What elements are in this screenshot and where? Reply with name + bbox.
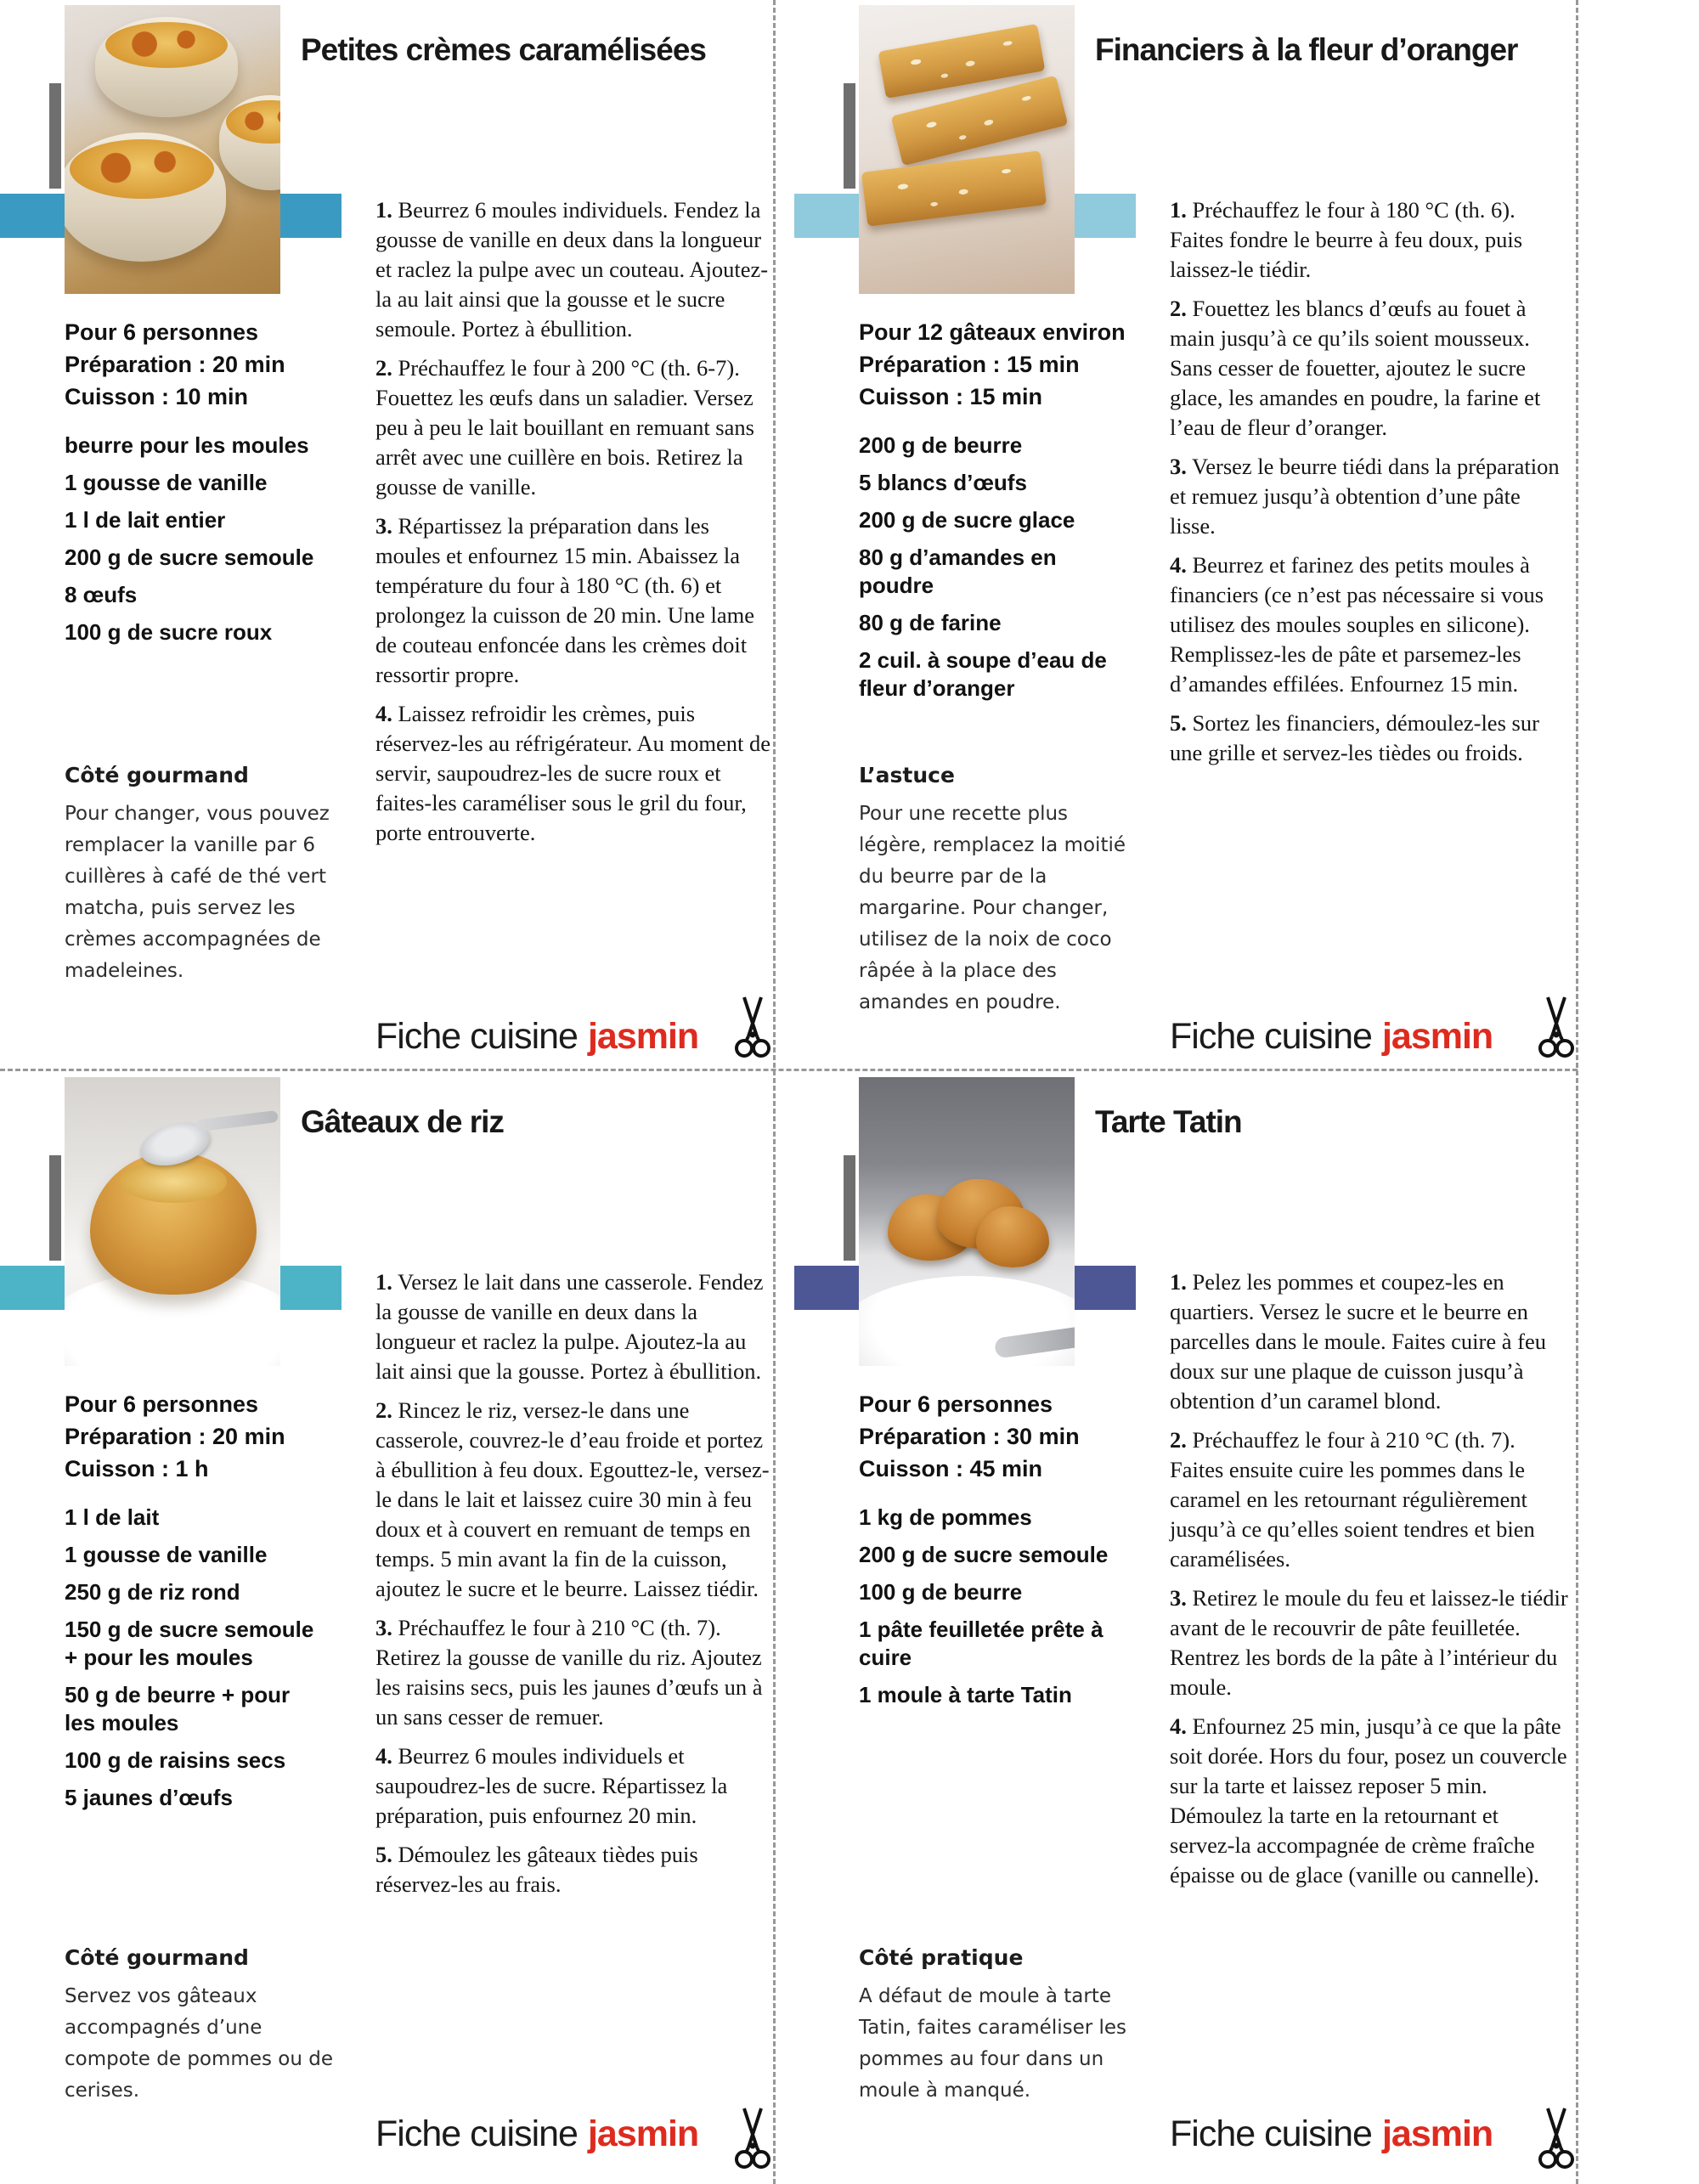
step-text: Préchauffez le four à 210 °C (th. 7). Retirez la gousse de vanille du riz. Ajoutez les raisins secs, puis les jaunes d’œufs un à un sans cesser de remuer. bbox=[375, 1615, 763, 1730]
footer-brand: jasmin bbox=[587, 2113, 699, 2154]
financiers-photo bbox=[859, 5, 1075, 294]
recipe-step bbox=[1170, 1712, 1569, 1890]
step-number: 3. bbox=[375, 1615, 392, 1640]
meta-line: Pour 6 personnes bbox=[65, 1391, 259, 1417]
ingredient-item: 1 l de lait entier bbox=[65, 507, 226, 533]
step-text: Laissez refroidir les crèmes, puis réservez-les au réfrigérateur. Au moment de servir, saupoudrez-les de sucre roux et faites-les caraméliser sous le gril du four, porte entrouverte. bbox=[375, 701, 771, 845]
ingredient-item: 200 g de sucre semoule bbox=[65, 545, 314, 570]
recipe-title: Petites crèmes caramélisées bbox=[301, 32, 706, 67]
note-title: Côté gourmand bbox=[65, 1945, 249, 1970]
ingredient-item: 150 g de sucre semoule + pour les moules bbox=[65, 1617, 314, 1670]
recipe-step bbox=[375, 1267, 775, 1386]
tarte-tatin-photo bbox=[859, 1077, 1075, 1366]
recipe-step bbox=[1170, 708, 1569, 768]
fiche-footer bbox=[1170, 1016, 1493, 1058]
recipe-step bbox=[1170, 1425, 1569, 1574]
ramekin bbox=[65, 133, 226, 262]
footer-label: Fiche cuisine bbox=[1170, 2113, 1372, 2154]
step-text: Beurrez 6 moules individuels. Fendez la gousse de vanille en deux dans la longueur et raclez la pulpe avec un couteau. Ajoutez-la au lait ainsi que la gousse et le sucre semoule. Portez à ébullition. bbox=[375, 197, 769, 341]
step-text: Sortez les financiers, démoulez-les sur une grille et servez-les tièdes ou froids. bbox=[1170, 710, 1539, 765]
financier-cake bbox=[861, 150, 1047, 226]
ingredient-item: 1 kg de pommes bbox=[859, 1504, 1032, 1530]
fiche-footer bbox=[1170, 2113, 1493, 2155]
fiche-footer bbox=[375, 2113, 698, 2155]
ingredient-item: 1 gousse de vanille bbox=[65, 470, 268, 495]
ingredient-item: 50 g de beurre + pour les moules bbox=[65, 1682, 291, 1735]
rice-cake bbox=[90, 1152, 257, 1295]
ingredient-item: 5 jaunes d’œufs bbox=[65, 1785, 233, 1810]
recipe-step bbox=[375, 1741, 775, 1831]
step-number: 1. bbox=[1170, 1269, 1187, 1295]
step-text: Préchauffez le four à 210 °C (th. 7). Faites ensuite cuire les pommes dans le caramel en les retournant régulièrement jusqu’à ce qu’elles soient tendres et bien caramélisées. bbox=[1170, 1427, 1535, 1572]
custard-top bbox=[226, 100, 280, 144]
ingredient-item: 80 g d’amandes en poudre bbox=[859, 545, 1057, 598]
recipe-step bbox=[375, 353, 775, 502]
step-text: Pelez les pommes et coupez-les en quartiers. Versez le sucre et le beurre en parcelles dans le moule. Faites cuire à feu doux sur une plaque de cuisson jusqu’à obtention d’un caramel blond. bbox=[1170, 1269, 1546, 1414]
recipe-steps bbox=[1170, 195, 1569, 777]
meta-line: Préparation : 20 min bbox=[65, 352, 285, 377]
meta-line: Cuisson : 45 min bbox=[859, 1456, 1043, 1481]
recipe-step bbox=[375, 1613, 775, 1732]
meta-line: Pour 6 personnes bbox=[859, 1391, 1053, 1417]
recipe-meta bbox=[65, 1388, 285, 1485]
photo-accent-bar bbox=[844, 83, 855, 189]
footer-brand: jasmin bbox=[1381, 2113, 1493, 2154]
note-title: Côté pratique bbox=[859, 1945, 1024, 1970]
scissors-icon bbox=[734, 994, 771, 1069]
ingredient-item: 200 g de sucre semoule bbox=[859, 1542, 1109, 1567]
meta-line: Cuisson : 1 h bbox=[65, 1456, 209, 1481]
footer-label: Fiche cuisine bbox=[375, 2113, 578, 2154]
step-text: Démoulez les gâteaux tièdes puis réservez-les au frais. bbox=[375, 1842, 698, 1897]
recipe-step bbox=[375, 511, 775, 690]
recipe-step bbox=[1170, 195, 1569, 285]
step-number: 1. bbox=[375, 197, 392, 223]
footer-brand: jasmin bbox=[587, 1016, 699, 1057]
step-text: Rincez le riz, versez-le dans une casserole, couvrez-le d’eau froide et portez à ébullition à feu doux. Egouttez-le, versez-le dans le lait et laissez cuire 30 min à feu doux et à couvert en remuant de temps en temps. 5 min avant la fin de la cuisson, ajoutez le sucre et le beurre. Laissez tiédir. bbox=[375, 1397, 770, 1601]
step-number: 2. bbox=[1170, 296, 1187, 321]
ingredient-item: 80 g de farine bbox=[859, 610, 1002, 635]
step-number: 4. bbox=[1170, 552, 1187, 578]
note-title: L’astuce bbox=[859, 763, 955, 787]
step-number: 2. bbox=[375, 355, 392, 381]
meta-line: Pour 12 gâteaux environ bbox=[859, 319, 1126, 345]
recipe-card-financiers bbox=[794, 0, 1580, 1072]
ingredient-item: 5 blancs d’œufs bbox=[859, 470, 1027, 495]
recipe-steps bbox=[375, 1267, 775, 1909]
note-body: A défaut de moule à tarte Tatin, faites caraméliser les pommes au four dans un moule à manqué. bbox=[859, 1985, 1127, 2102]
recipe-step bbox=[375, 699, 775, 848]
ingredient-item: 1 pâte feuilletée prête à cuire bbox=[859, 1617, 1104, 1670]
meta-line: Préparation : 30 min bbox=[859, 1424, 1080, 1449]
step-number: 1. bbox=[1170, 197, 1187, 223]
step-number: 4. bbox=[375, 701, 392, 726]
step-number: 5. bbox=[1170, 710, 1187, 736]
ramekin bbox=[219, 95, 280, 190]
step-number: 3. bbox=[375, 513, 392, 539]
creme-brulee-photo bbox=[65, 5, 280, 294]
recipe-step bbox=[1170, 452, 1569, 541]
recipe-meta bbox=[65, 316, 285, 413]
scissors-icon bbox=[1538, 994, 1575, 1069]
recipe-step bbox=[375, 1396, 775, 1604]
ingredient-item: 100 g de beurre bbox=[859, 1579, 1023, 1605]
ingredient-item: 1 l de lait bbox=[65, 1504, 160, 1530]
plate bbox=[859, 1276, 1075, 1366]
recipe-step bbox=[1170, 550, 1569, 699]
step-text: Beurrez 6 moules individuels et saupoudrez-les de sucre. Répartissez la préparation, puis enfournez 20 min. bbox=[375, 1743, 728, 1828]
ingredient-item: 200 g de sucre glace bbox=[859, 507, 1075, 533]
recipe-card-tarte-tatin bbox=[794, 1072, 1580, 2154]
ingredient-item: 1 gousse de vanille bbox=[65, 1542, 268, 1567]
footer-brand: jasmin bbox=[1381, 1016, 1493, 1057]
meta-line: Cuisson : 10 min bbox=[65, 384, 249, 409]
scissors-icon bbox=[734, 2105, 771, 2180]
meta-line: Cuisson : 15 min bbox=[859, 384, 1043, 409]
note-title: Côté gourmand bbox=[65, 763, 249, 787]
recipe-steps bbox=[1170, 1267, 1569, 1899]
ingredient-item: 100 g de sucre roux bbox=[65, 619, 273, 645]
custard-top bbox=[70, 139, 214, 199]
photo-accent-bar bbox=[49, 83, 61, 189]
caramel-apple-wedge bbox=[976, 1206, 1049, 1267]
fiche-footer bbox=[375, 1016, 698, 1058]
custard-top bbox=[105, 22, 228, 68]
recipe-meta bbox=[859, 316, 1126, 413]
ingredient-list bbox=[859, 432, 1114, 712]
step-text: Enfournez 25 min, jusqu’à ce que la pâte soit dorée. Hors du four, posez un couvercle sur la tarte et laissez reposer 5 min. Démoulez la tarte en la retournant et servez-la accompagnée de crème fraîche épaisse ou de glace (vanille ou cannelle). bbox=[1170, 1713, 1567, 1888]
step-number: 4. bbox=[375, 1743, 392, 1769]
recipe-meta bbox=[859, 1388, 1080, 1485]
ramekin bbox=[95, 17, 238, 117]
step-number: 4. bbox=[1170, 1713, 1187, 1739]
ingredient-item: 8 œufs bbox=[65, 582, 138, 607]
recipe-title: Financiers à la fleur d’oranger bbox=[1095, 32, 1518, 67]
recipe-step bbox=[1170, 294, 1569, 443]
step-text: Répartissez la préparation dans les moules et enfournez 15 min. Abaissez la température du four à 180 °C (th. 6) et prolongez la cuisson de 20 min. Une lame de couteau enfoncée dans les crèmes doit ressortir propre. bbox=[375, 513, 754, 687]
meta-line: Pour 6 personnes bbox=[65, 319, 259, 345]
recipe-card-petites-cremes bbox=[0, 0, 786, 1072]
step-number: 3. bbox=[1170, 1585, 1187, 1611]
ingredient-list bbox=[65, 432, 319, 656]
footer-label: Fiche cuisine bbox=[375, 1016, 578, 1057]
recipe-card-gateaux-de-riz bbox=[0, 1072, 786, 2154]
ingredient-item: beurre pour les moules bbox=[65, 432, 309, 458]
photo-accent-bar bbox=[844, 1155, 855, 1261]
step-text: Préchauffez le four à 180 °C (th. 6). Faites fondre le beurre à feu doux, puis laissez-le tiédir. bbox=[1170, 197, 1523, 282]
recipe-step bbox=[375, 195, 775, 344]
ingredient-list bbox=[65, 1504, 319, 1821]
ingredient-item: 100 g de raisins secs bbox=[65, 1747, 286, 1773]
photo-accent-bar bbox=[49, 1155, 61, 1261]
footer-label: Fiche cuisine bbox=[1170, 1016, 1372, 1057]
step-number: 2. bbox=[1170, 1427, 1187, 1453]
gateau-de-riz-photo bbox=[65, 1077, 280, 1366]
ingredient-list bbox=[859, 1504, 1114, 1718]
ingredient-item: 250 g de riz rond bbox=[65, 1579, 240, 1605]
step-text: Beurrez et farinez des petits moules à financiers (ce n’est pas nécessaire si vous utilisez des moules souples en silicone). Remplissez-les de pâte et parsemez-les d’amandes effilées. Enfournez 15 min. bbox=[1170, 552, 1544, 697]
step-text: Retirez le moule du feu et laissez-le tiédir avant de le recouvrir de pâte feuilletée. Rentrez les bords de la pâte à l’intérieur du moule. bbox=[1170, 1585, 1568, 1700]
step-number: 2. bbox=[375, 1397, 392, 1423]
step-number: 1. bbox=[375, 1269, 392, 1295]
meta-line: Préparation : 15 min bbox=[859, 352, 1080, 377]
step-number: 5. bbox=[375, 1842, 392, 1867]
step-text: Fouettez les blancs d’œufs au fouet à main jusqu’à ce qu’ils soient mousseux. Sans cesser de fouetter, ajoutez le sucre glace, les amandes en poudre, la farine et l’eau de fleur d’oranger. bbox=[1170, 296, 1541, 440]
note-body: Pour une recette plus légère, remplacez la moitié du beurre par de la margarine. Pour changer, utilisez de la noix de coco râpée à la place des amandes en poudre. bbox=[859, 803, 1126, 1013]
step-text: Préchauffez le four à 200 °C (th. 6-7). Fouettez les œufs dans un saladier. Versez peu à peu le lait bouillant en remuant sans arrêt avec une cuillère en bois. Retirez la gousse de vanille. bbox=[375, 355, 754, 499]
scissors-icon bbox=[1538, 2105, 1575, 2180]
ingredient-item: 1 moule à tarte Tatin bbox=[859, 1682, 1072, 1707]
recipe-step bbox=[1170, 1267, 1569, 1416]
meta-line: Préparation : 20 min bbox=[65, 1424, 285, 1449]
step-text: Versez le beurre tiédi dans la préparation et remuez jusqu’à obtention d’une pâte lisse. bbox=[1170, 454, 1560, 539]
recipe-title: Tarte Tatin bbox=[1095, 1104, 1242, 1139]
recipe-title: Gâteaux de riz bbox=[301, 1104, 504, 1139]
step-text: Versez le lait dans une casserole. Fendez la gousse de vanille en deux dans la longueur et raclez la pulpe. Ajoutez-la au lait ainsi que la gousse. Portez à ébullition. bbox=[375, 1269, 764, 1384]
note-body: Pour changer, vous pouvez remplacer la vanille par 6 cuillères à café de thé vert matcha, puis servez les crèmes accompagnées de madeleines. bbox=[65, 803, 330, 982]
ingredient-item: 200 g de beurre bbox=[859, 432, 1023, 458]
recipe-step bbox=[375, 1840, 775, 1899]
step-number: 3. bbox=[1170, 454, 1187, 479]
recipe-step bbox=[1170, 1583, 1569, 1702]
note-body: Servez vos gâteaux accompagnés d’une compote de pommes ou de cerises. bbox=[65, 1985, 333, 2102]
recipe-steps bbox=[375, 195, 775, 857]
ingredient-item: 2 cuil. à soupe d’eau de fleur d’oranger bbox=[859, 647, 1107, 701]
